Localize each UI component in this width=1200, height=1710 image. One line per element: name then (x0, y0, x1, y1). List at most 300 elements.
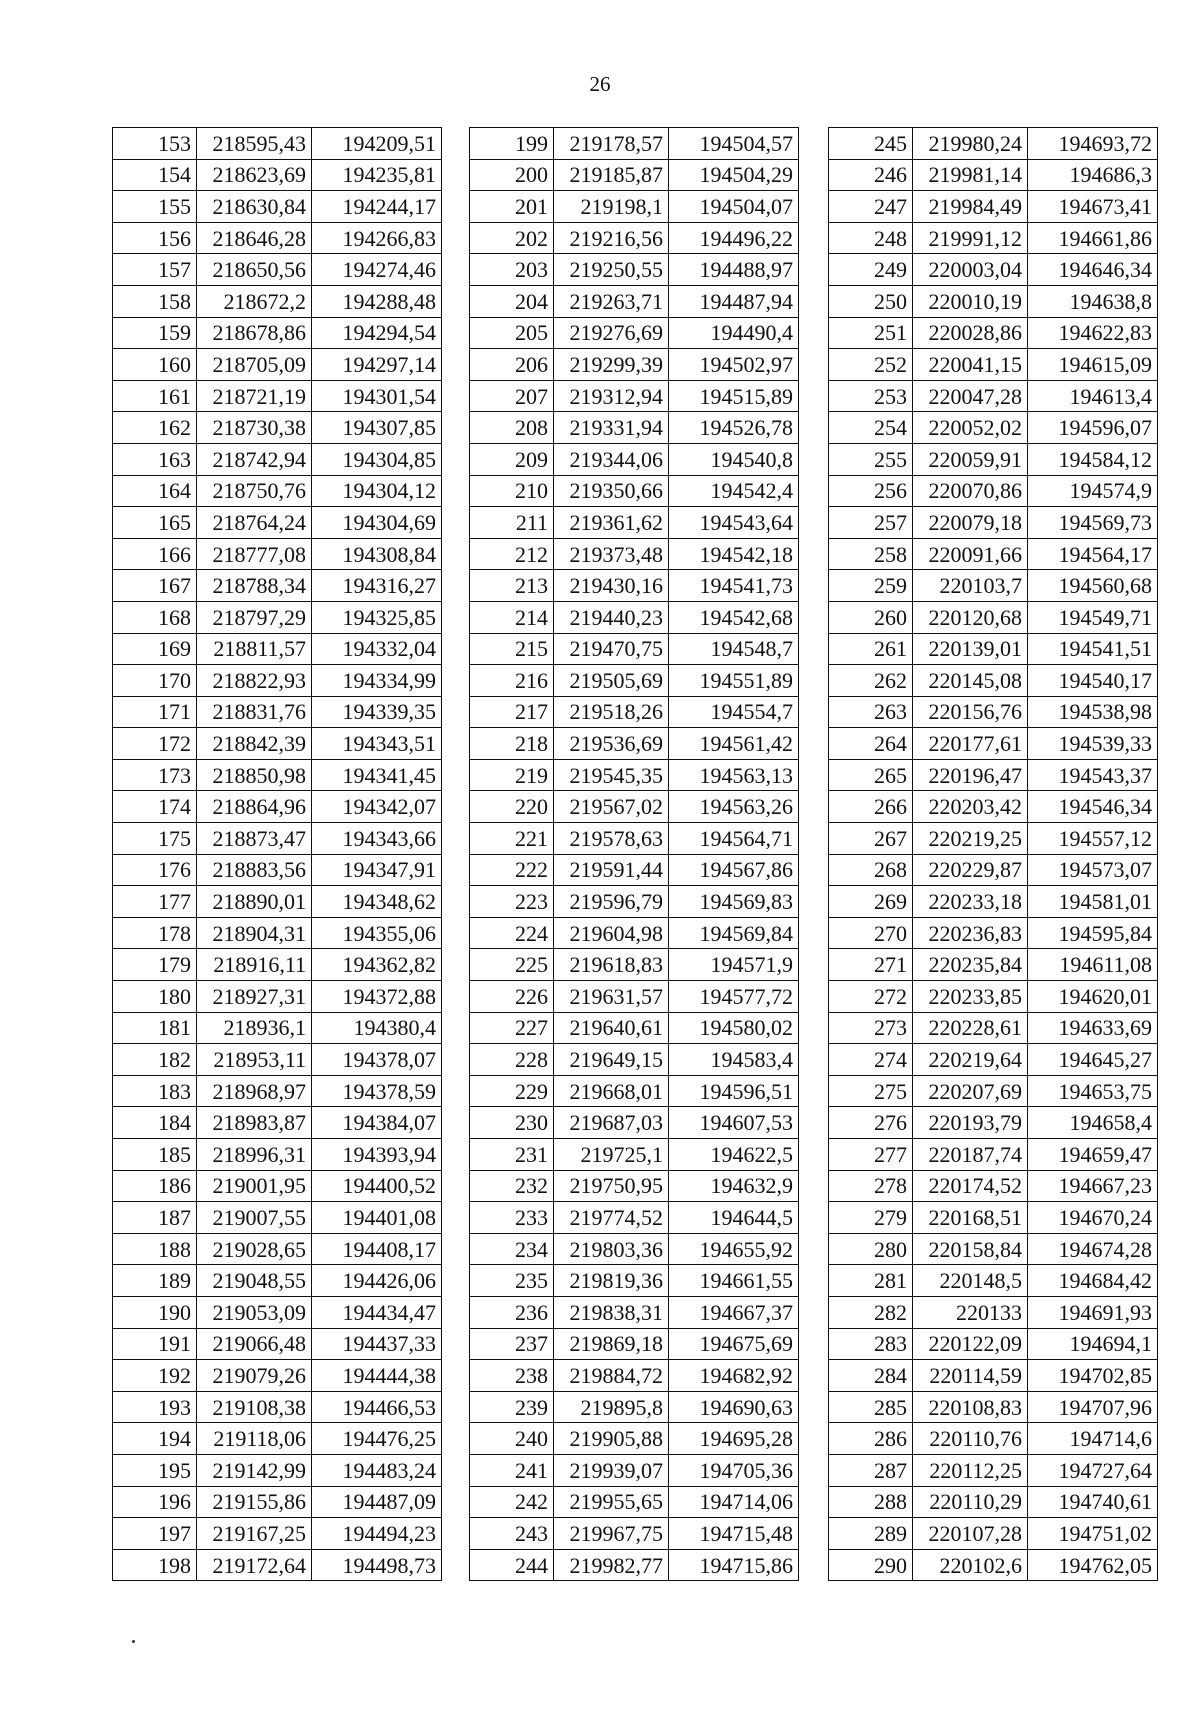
y-coordinate-cell: 194316,27 (312, 570, 442, 602)
x-coordinate-cell: 218927,31 (197, 981, 312, 1013)
point-number-cell: 214 (470, 601, 554, 633)
y-coordinate-cell: 194563,13 (669, 759, 799, 791)
table-row (470, 791, 799, 823)
y-coordinate-cell: 194554,7 (669, 696, 799, 728)
x-coordinate-cell: 218705,09 (197, 349, 312, 381)
x-coordinate-cell: 219567,02 (554, 791, 669, 823)
y-coordinate-cell: 194294,54 (312, 317, 442, 349)
point-number-cell: 274 (829, 1044, 913, 1076)
table-row (829, 949, 1158, 981)
x-coordinate-cell: 219869,18 (554, 1328, 669, 1360)
table-row (829, 1139, 1158, 1171)
x-coordinate-cell: 218623,69 (197, 159, 312, 191)
x-coordinate-cell: 219155,86 (197, 1486, 312, 1518)
point-number-cell: 193 (113, 1391, 197, 1423)
x-coordinate-cell: 218811,57 (197, 633, 312, 665)
y-coordinate-cell: 194502,97 (669, 349, 799, 381)
y-coordinate-cell: 194541,51 (1028, 633, 1158, 665)
table-row (829, 823, 1158, 855)
table-row (829, 1012, 1158, 1044)
table-row (829, 128, 1158, 160)
point-number-cell: 168 (113, 601, 197, 633)
point-number-cell: 186 (113, 1170, 197, 1202)
x-coordinate-cell: 218873,47 (197, 823, 312, 855)
y-coordinate-cell: 194667,23 (1028, 1170, 1158, 1202)
table-row (113, 1265, 442, 1297)
table-row (829, 507, 1158, 539)
x-coordinate-cell: 219981,14 (913, 159, 1028, 191)
y-coordinate-cell: 194372,88 (312, 981, 442, 1013)
x-coordinate-cell: 218890,01 (197, 886, 312, 918)
point-number-cell: 246 (829, 159, 913, 191)
point-number-cell: 169 (113, 633, 197, 665)
y-coordinate-cell: 194308,84 (312, 538, 442, 570)
point-number-cell: 187 (113, 1202, 197, 1234)
x-coordinate-cell: 220235,84 (913, 949, 1028, 981)
point-number-cell: 203 (470, 254, 554, 286)
point-number-cell: 197 (113, 1518, 197, 1550)
table-row (470, 1265, 799, 1297)
point-number-cell: 211 (470, 507, 554, 539)
x-coordinate-cell: 220236,83 (913, 917, 1028, 949)
point-number-cell: 191 (113, 1328, 197, 1360)
point-number-cell: 256 (829, 475, 913, 507)
y-coordinate-cell: 194539,33 (1028, 728, 1158, 760)
table-row (829, 791, 1158, 823)
y-coordinate-cell: 194707,96 (1028, 1391, 1158, 1423)
x-coordinate-cell: 220219,64 (913, 1044, 1028, 1076)
x-coordinate-cell: 220174,52 (913, 1170, 1028, 1202)
table-row (470, 917, 799, 949)
x-coordinate-cell: 220070,86 (913, 475, 1028, 507)
table-row (829, 222, 1158, 254)
table-row (470, 601, 799, 633)
point-number-cell: 153 (113, 128, 197, 160)
y-coordinate-cell: 194714,6 (1028, 1423, 1158, 1455)
y-coordinate-cell: 194408,17 (312, 1233, 442, 1265)
point-number-cell: 212 (470, 538, 554, 570)
y-coordinate-cell: 194715,86 (669, 1549, 799, 1581)
point-number-cell: 190 (113, 1296, 197, 1328)
y-coordinate-cell: 194577,72 (669, 981, 799, 1013)
table-row (470, 222, 799, 254)
table-row (829, 854, 1158, 886)
x-coordinate-cell: 219505,69 (554, 665, 669, 697)
table-row (829, 1170, 1158, 1202)
point-number-cell: 277 (829, 1139, 913, 1171)
point-number-cell: 158 (113, 285, 197, 317)
table-row (470, 949, 799, 981)
point-number-cell: 279 (829, 1202, 913, 1234)
point-number-cell: 201 (470, 191, 554, 223)
point-number-cell: 280 (829, 1233, 913, 1265)
table-row (470, 1486, 799, 1518)
x-coordinate-cell: 218630,84 (197, 191, 312, 223)
x-coordinate-cell: 218646,28 (197, 222, 312, 254)
point-number-cell: 189 (113, 1265, 197, 1297)
point-number-cell: 244 (470, 1549, 554, 1581)
table-row (113, 601, 442, 633)
y-coordinate-cell: 194551,89 (669, 665, 799, 697)
y-coordinate-cell: 194526,78 (669, 412, 799, 444)
y-coordinate-cell: 194690,63 (669, 1391, 799, 1423)
y-coordinate-cell: 194620,01 (1028, 981, 1158, 1013)
x-coordinate-cell: 219939,07 (554, 1454, 669, 1486)
table-row (113, 728, 442, 760)
point-number-cell: 175 (113, 823, 197, 855)
table-row (470, 1202, 799, 1234)
y-coordinate-cell: 194595,84 (1028, 917, 1158, 949)
table-row (829, 254, 1158, 286)
x-coordinate-cell: 219687,03 (554, 1107, 669, 1139)
y-coordinate-cell: 194574,9 (1028, 475, 1158, 507)
x-coordinate-cell: 220112,25 (913, 1454, 1028, 1486)
y-coordinate-cell: 194266,83 (312, 222, 442, 254)
x-coordinate-cell: 218742,94 (197, 443, 312, 475)
coordinates-table-2 (469, 127, 799, 1581)
y-coordinate-cell: 194583,4 (669, 1044, 799, 1076)
point-number-cell: 178 (113, 917, 197, 949)
table-row (470, 1328, 799, 1360)
point-number-cell: 232 (470, 1170, 554, 1202)
x-coordinate-cell: 219591,44 (554, 854, 669, 886)
table-row (113, 538, 442, 570)
table-row (829, 285, 1158, 317)
table-row (113, 128, 442, 160)
point-number-cell: 219 (470, 759, 554, 791)
point-number-cell: 221 (470, 823, 554, 855)
x-coordinate-cell: 220156,76 (913, 696, 1028, 728)
point-number-cell: 185 (113, 1139, 197, 1171)
x-coordinate-cell: 220177,61 (913, 728, 1028, 760)
y-coordinate-cell: 194632,9 (669, 1170, 799, 1202)
y-coordinate-cell: 194494,23 (312, 1518, 442, 1550)
table-row (113, 570, 442, 602)
table-row (829, 1454, 1158, 1486)
x-coordinate-cell: 219118,06 (197, 1423, 312, 1455)
table-row (113, 854, 442, 886)
y-coordinate-cell: 194498,73 (312, 1549, 442, 1581)
table-row (829, 886, 1158, 918)
y-coordinate-cell: 194659,47 (1028, 1139, 1158, 1171)
x-coordinate-cell: 218672,2 (197, 285, 312, 317)
y-coordinate-cell: 194378,59 (312, 1075, 442, 1107)
y-coordinate-cell: 194561,42 (669, 728, 799, 760)
y-coordinate-cell: 194694,1 (1028, 1328, 1158, 1360)
x-coordinate-cell: 220114,59 (913, 1360, 1028, 1392)
y-coordinate-cell: 194487,09 (312, 1486, 442, 1518)
table-row (470, 1107, 799, 1139)
table-row (470, 759, 799, 791)
x-coordinate-cell: 219819,36 (554, 1265, 669, 1297)
x-coordinate-cell: 219331,94 (554, 412, 669, 444)
y-coordinate-cell: 194638,8 (1028, 285, 1158, 317)
x-coordinate-cell: 220158,84 (913, 1233, 1028, 1265)
x-coordinate-cell: 219263,71 (554, 285, 669, 317)
point-number-cell: 161 (113, 380, 197, 412)
x-coordinate-cell: 218936,1 (197, 1012, 312, 1044)
point-number-cell: 202 (470, 222, 554, 254)
table-row (829, 191, 1158, 223)
table-row (829, 380, 1158, 412)
scan-speck (132, 1640, 135, 1643)
y-coordinate-cell: 194622,83 (1028, 317, 1158, 349)
y-coordinate-cell: 194347,91 (312, 854, 442, 886)
y-coordinate-cell: 194288,48 (312, 285, 442, 317)
y-coordinate-cell: 194466,53 (312, 1391, 442, 1423)
y-coordinate-cell: 194401,08 (312, 1202, 442, 1234)
x-coordinate-cell: 218730,38 (197, 412, 312, 444)
table-row (113, 1202, 442, 1234)
y-coordinate-cell: 194542,18 (669, 538, 799, 570)
y-coordinate-cell: 194434,47 (312, 1296, 442, 1328)
x-coordinate-cell: 220028,86 (913, 317, 1028, 349)
x-coordinate-cell: 218953,11 (197, 1044, 312, 1076)
x-coordinate-cell: 219604,98 (554, 917, 669, 949)
x-coordinate-cell: 218764,24 (197, 507, 312, 539)
point-number-cell: 222 (470, 854, 554, 886)
y-coordinate-cell: 194488,97 (669, 254, 799, 286)
x-coordinate-cell: 220133 (913, 1296, 1028, 1328)
x-coordinate-cell: 220003,04 (913, 254, 1028, 286)
y-coordinate-cell: 194670,24 (1028, 1202, 1158, 1234)
table-row (113, 886, 442, 918)
x-coordinate-cell: 219250,55 (554, 254, 669, 286)
point-number-cell: 271 (829, 949, 913, 981)
point-number-cell: 196 (113, 1486, 197, 1518)
table-row (829, 349, 1158, 381)
table-row (829, 759, 1158, 791)
table-row (470, 475, 799, 507)
table-row (829, 412, 1158, 444)
table-row (829, 1075, 1158, 1107)
table-row (113, 981, 442, 1013)
point-number-cell: 195 (113, 1454, 197, 1486)
table-row (829, 475, 1158, 507)
table-row (470, 349, 799, 381)
y-coordinate-cell: 194341,45 (312, 759, 442, 791)
table-row (470, 1296, 799, 1328)
table-row (829, 1328, 1158, 1360)
point-number-cell: 233 (470, 1202, 554, 1234)
x-coordinate-cell: 219344,06 (554, 443, 669, 475)
x-coordinate-cell: 219007,55 (197, 1202, 312, 1234)
table-row (113, 1549, 442, 1581)
table-row (470, 1139, 799, 1171)
y-coordinate-cell: 194596,07 (1028, 412, 1158, 444)
y-coordinate-cell: 194569,84 (669, 917, 799, 949)
x-coordinate-cell: 219312,94 (554, 380, 669, 412)
table-row (113, 949, 442, 981)
y-coordinate-cell: 194684,42 (1028, 1265, 1158, 1297)
y-coordinate-cell: 194645,27 (1028, 1044, 1158, 1076)
x-coordinate-cell: 218904,31 (197, 917, 312, 949)
y-coordinate-cell: 194584,12 (1028, 443, 1158, 475)
table-row (470, 1170, 799, 1202)
y-coordinate-cell: 194633,69 (1028, 1012, 1158, 1044)
point-number-cell: 261 (829, 633, 913, 665)
point-number-cell: 218 (470, 728, 554, 760)
x-coordinate-cell: 219955,65 (554, 1486, 669, 1518)
y-coordinate-cell: 194673,41 (1028, 191, 1158, 223)
table-row (470, 1044, 799, 1076)
x-coordinate-cell: 220219,25 (913, 823, 1028, 855)
y-coordinate-cell: 194563,26 (669, 791, 799, 823)
point-number-cell: 182 (113, 1044, 197, 1076)
point-number-cell: 257 (829, 507, 913, 539)
y-coordinate-cell: 194504,29 (669, 159, 799, 191)
point-number-cell: 287 (829, 1454, 913, 1486)
table-row (829, 1486, 1158, 1518)
point-number-cell: 165 (113, 507, 197, 539)
x-coordinate-cell: 219276,69 (554, 317, 669, 349)
point-number-cell: 272 (829, 981, 913, 1013)
y-coordinate-cell: 194334,99 (312, 665, 442, 697)
point-number-cell: 269 (829, 886, 913, 918)
point-number-cell: 236 (470, 1296, 554, 1328)
y-coordinate-cell: 194307,85 (312, 412, 442, 444)
y-coordinate-cell: 194541,73 (669, 570, 799, 602)
x-coordinate-cell: 218850,98 (197, 759, 312, 791)
x-coordinate-cell: 220193,79 (913, 1107, 1028, 1139)
point-number-cell: 247 (829, 191, 913, 223)
y-coordinate-cell: 194546,34 (1028, 791, 1158, 823)
point-number-cell: 199 (470, 128, 554, 160)
table-row (470, 1454, 799, 1486)
coordinates-table-1 (112, 127, 442, 1581)
point-number-cell: 209 (470, 443, 554, 475)
x-coordinate-cell: 220233,85 (913, 981, 1028, 1013)
x-coordinate-cell: 220047,28 (913, 380, 1028, 412)
table-row (829, 538, 1158, 570)
table-row (829, 633, 1158, 665)
table-row (829, 665, 1158, 697)
point-number-cell: 245 (829, 128, 913, 160)
y-coordinate-cell: 194538,98 (1028, 696, 1158, 728)
y-coordinate-cell: 194209,51 (312, 128, 442, 160)
point-number-cell: 163 (113, 443, 197, 475)
table-row (829, 1391, 1158, 1423)
point-number-cell: 173 (113, 759, 197, 791)
table-row (470, 412, 799, 444)
x-coordinate-cell: 220203,42 (913, 791, 1028, 823)
point-number-cell: 154 (113, 159, 197, 191)
x-coordinate-cell: 219430,16 (554, 570, 669, 602)
y-coordinate-cell: 194355,06 (312, 917, 442, 949)
x-coordinate-cell: 219198,1 (554, 191, 669, 223)
x-coordinate-cell: 220122,09 (913, 1328, 1028, 1360)
table-row (113, 1139, 442, 1171)
y-coordinate-cell: 194542,68 (669, 601, 799, 633)
x-coordinate-cell: 219750,95 (554, 1170, 669, 1202)
x-coordinate-cell: 220110,76 (913, 1423, 1028, 1455)
y-coordinate-cell: 194653,75 (1028, 1075, 1158, 1107)
y-coordinate-cell: 194540,8 (669, 443, 799, 475)
y-coordinate-cell: 194380,4 (312, 1012, 442, 1044)
table-row (470, 443, 799, 475)
table-row (829, 159, 1158, 191)
y-coordinate-cell: 194560,68 (1028, 570, 1158, 602)
table-row (829, 1518, 1158, 1550)
x-coordinate-cell: 218777,08 (197, 538, 312, 570)
table-row (113, 412, 442, 444)
table-row (829, 570, 1158, 602)
table-row (113, 254, 442, 286)
y-coordinate-cell: 194661,55 (669, 1265, 799, 1297)
x-coordinate-cell: 218996,31 (197, 1139, 312, 1171)
y-coordinate-cell: 194384,07 (312, 1107, 442, 1139)
y-coordinate-cell: 194564,71 (669, 823, 799, 855)
y-coordinate-cell: 194727,64 (1028, 1454, 1158, 1486)
point-number-cell: 157 (113, 254, 197, 286)
x-coordinate-cell: 218650,56 (197, 254, 312, 286)
x-coordinate-cell: 220233,18 (913, 886, 1028, 918)
x-coordinate-cell: 219649,15 (554, 1044, 669, 1076)
point-number-cell: 172 (113, 728, 197, 760)
y-coordinate-cell: 194348,62 (312, 886, 442, 918)
table-row (113, 191, 442, 223)
x-coordinate-cell: 219066,48 (197, 1328, 312, 1360)
table-row (470, 981, 799, 1013)
y-coordinate-cell: 194343,51 (312, 728, 442, 760)
table-row (113, 1518, 442, 1550)
point-number-cell: 243 (470, 1518, 554, 1550)
point-number-cell: 171 (113, 696, 197, 728)
y-coordinate-cell: 194613,4 (1028, 380, 1158, 412)
y-coordinate-cell: 194504,07 (669, 191, 799, 223)
point-number-cell: 162 (113, 412, 197, 444)
x-coordinate-cell: 219631,57 (554, 981, 669, 1013)
table-row (470, 696, 799, 728)
point-number-cell: 260 (829, 601, 913, 633)
table-row (470, 380, 799, 412)
point-number-cell: 228 (470, 1044, 554, 1076)
x-coordinate-cell: 218968,97 (197, 1075, 312, 1107)
point-number-cell: 181 (113, 1012, 197, 1044)
x-coordinate-cell: 220091,66 (913, 538, 1028, 570)
table-row (829, 981, 1158, 1013)
table-row (470, 128, 799, 160)
x-coordinate-cell: 219980,24 (913, 128, 1028, 160)
point-number-cell: 262 (829, 665, 913, 697)
y-coordinate-cell: 194301,54 (312, 380, 442, 412)
x-coordinate-cell: 219028,65 (197, 1233, 312, 1265)
point-number-cell: 231 (470, 1139, 554, 1171)
table-row (470, 254, 799, 286)
y-coordinate-cell: 194426,06 (312, 1265, 442, 1297)
y-coordinate-cell: 194762,05 (1028, 1549, 1158, 1581)
x-coordinate-cell: 219470,75 (554, 633, 669, 665)
x-coordinate-cell: 219048,55 (197, 1265, 312, 1297)
point-number-cell: 179 (113, 949, 197, 981)
point-number-cell: 252 (829, 349, 913, 381)
point-number-cell: 289 (829, 1518, 913, 1550)
y-coordinate-cell: 194244,17 (312, 191, 442, 223)
y-coordinate-cell: 194542,4 (669, 475, 799, 507)
x-coordinate-cell: 219578,63 (554, 823, 669, 855)
y-coordinate-cell: 194695,28 (669, 1423, 799, 1455)
y-coordinate-cell: 194715,48 (669, 1518, 799, 1550)
point-number-cell: 200 (470, 159, 554, 191)
table-row (470, 285, 799, 317)
x-coordinate-cell: 218822,93 (197, 665, 312, 697)
table-row (113, 1233, 442, 1265)
x-coordinate-cell: 220168,51 (913, 1202, 1028, 1234)
x-coordinate-cell: 219216,56 (554, 222, 669, 254)
point-number-cell: 241 (470, 1454, 554, 1486)
point-number-cell: 270 (829, 917, 913, 949)
y-coordinate-cell: 194702,85 (1028, 1360, 1158, 1392)
